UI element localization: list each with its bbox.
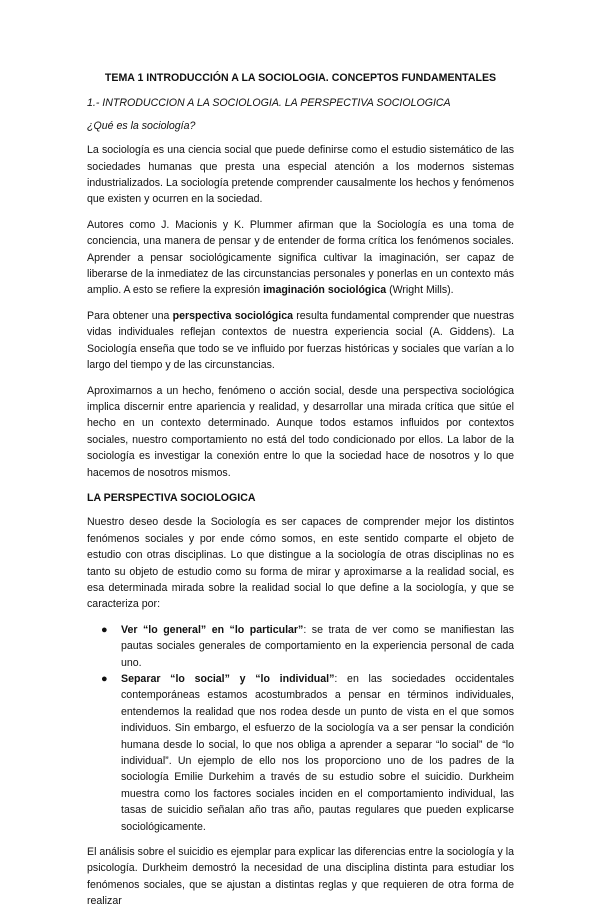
question-heading: ¿Qué es la sociología?: [87, 119, 196, 132]
subsection-heading: LA PERSPECTIVA SOCIOLOGICA: [87, 491, 256, 504]
bullet-icon: ●: [101, 623, 108, 636]
list-item: [87, 622, 514, 671]
text-run: Autores como J. Macionis y K. Plummer afirman que la Sociología es una toma de conciencia, una manera de pensar y de entender de forma crítica los fenómenos sociales. Aprender a pensar sociológicamente significa cultivar la imaginación, ser capaz de liberarse de la inmediatez de las circunstancias personales y ponerlas en un contexto más amplio. A esto se refiere la expresión: [87, 218, 514, 297]
paragraph-suicide: El análisis sobre el suicidio es ejemplar para explicar las diferencias entre la sociología y la psicología. Durkheim demostró la necesidad de una disciplina distinta para estudiar los fenómenos sociales, que se ajustan a distintas reglas y que requieren de otra forma de realizar: [87, 846, 514, 908]
text-run: : se trata de ver como se manifiestan las pautas sociales generales de comportamiento en la experiencia personal de cada uno.: [121, 623, 514, 669]
text-run: resulta fundamental comprender que nuestras vidas individuales reflejan contextos de nuestra experiencia social (A. Giddens). La Sociología enseña que todo se ve influido por fuerzas históricas y sociales que varían a lo largo del tiempo y de las circunstancias.: [87, 309, 515, 372]
bullet-list: [87, 622, 514, 835]
text-run: (Wright Mills).: [386, 284, 454, 297]
section-heading: 1.- INTRODUCCION A LA SOCIOLOGIA. LA PERSPECTIVA SOCIOLOGICA: [87, 97, 451, 110]
list-item: [87, 671, 514, 835]
paragraph-perspective: [87, 308, 514, 374]
paragraph-definition: La sociología es una ciencia social que puede definirse como el estudio sistemático de las sociedades humanas que presta una especial atención a los modernos sistemas industrializados. La sociología pretende comprender causalmente los hechos y fenómenos que existen y ocurren en la sociedad.: [87, 144, 514, 206]
text-run: : en las sociedades occidentales contemporáneas estamos acostumbrados a pensar en términos individuales, entendemos la realidad que nos rodea desde un punto de vista en el que somos individuos. Sin embargo, el esfuerzo de la sociología va a ser pensar la condición humana desde lo social, lo que nos obliga a aprender a separar “lo social” de “lo individual”. Un ejemplo de ello nos los proporciono uno de los padres de la sociología Emilie Durkehim a través de su estudio sobre el suicidio. Durkheim muestra como los factores sociales inciden en el comportamiento individual, las tasas de suicidio señalan año tras año, pautas regulares que pueden explicarse sociológicamente.: [121, 673, 515, 833]
bold-term: perspectiva sociológica: [172, 309, 294, 322]
text-run: Para obtener una: [87, 309, 173, 322]
paragraph-desire: Nuestro deseo desde la Sociología es ser capaces de comprender mejor los distintos fenómenos sociales y por ende cómo somos, en este sentido comparte el objeto de estudio con otras disciplinas. Lo que distingue a la sociología de otras disciplinas no es tanto su objeto de estudio como su forma de mirar y aproximarse a la realidad social, es esa determinada mirada sobre la realidad social lo que define a la sociología, y que se caracteriza por:: [87, 516, 514, 611]
document-body: [87, 70, 514, 919]
bullet-icon: ●: [101, 673, 108, 685]
bold-term: imaginación sociológica: [263, 284, 387, 297]
document-title: TEMA 1 INTRODUCCIÓN A LA SOCIOLOGIA. CONCEPTOS FUNDAMENTALES: [104, 72, 497, 84]
paragraph-macionis: [87, 217, 514, 299]
paragraph-approach: Aproximarnos a un hecho, fenómeno o acción social, desde una perspectiva sociológica implica discernir entre apariencia y realidad, y desarrollar una mirada crítica que sitúe el hecho en un contexto determinado. Aunque todos estamos influidos por contextos sociales, nuestro comportamiento no está del todo condicionado por ellos. La labor de la sociología es investigar la conexión entre lo que la sociedad hace de nosotros y lo que hacemos de nosotros mismos.: [87, 384, 514, 479]
bold-term: Separar “lo social” y “lo individual”: [121, 673, 335, 685]
bold-term: Ver “lo general” en “lo particular”: [121, 623, 304, 636]
